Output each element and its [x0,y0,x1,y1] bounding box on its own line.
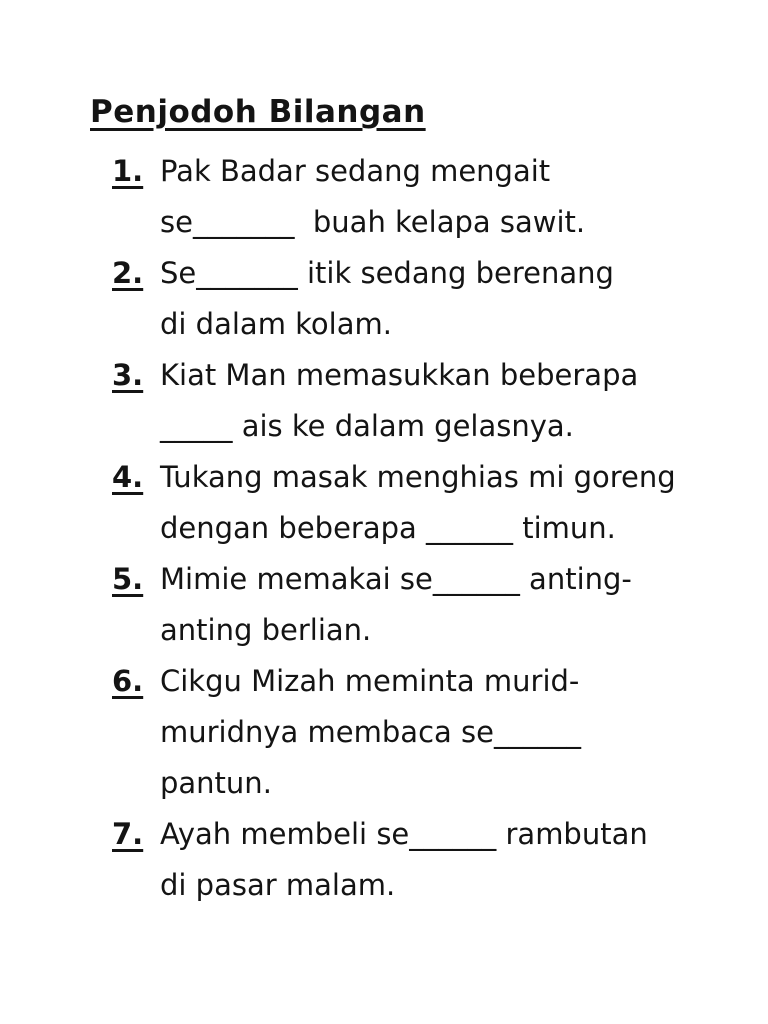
item-line: _____ ais ke dalam gelasnya. [160,409,574,443]
item-line: di dalam kolam. [160,307,392,341]
item-line: Tukang masak menghias mi goreng [160,460,676,494]
item-number: 3. [112,358,144,392]
item-line: Pak Badar sedang mengait [160,154,551,188]
item-line: Ayah membeli se______ rambutan [160,817,648,851]
item-line: dengan beberapa ______ timun. [160,511,616,545]
worksheet-item [0,146,768,248]
item-number: 7. [112,817,144,851]
item-line: anting berlian. [160,613,372,647]
worksheet-item [0,656,768,809]
item-line: Cikgu Mizah meminta murid- [160,664,580,698]
item-line: muridnya membaca se______ [160,715,581,749]
item-number: 5. [112,562,144,596]
item-number: 4. [112,460,144,494]
page-title: Penjodoh Bilangan [90,94,426,130]
worksheet-item [0,452,768,554]
item-line: pantun. [160,766,272,800]
item-line: Se_______ itik sedang berenang [160,256,614,290]
item-line: se_______ buah kelapa sawit. [160,205,586,239]
item-line: Mimie memakai se______ anting- [160,562,632,596]
item-line: Kiat Man memasukkan beberapa [160,358,639,392]
worksheet-item [0,350,768,452]
item-number: 6. [112,664,144,698]
item-number: 2. [112,256,144,290]
worksheet-item [0,248,768,350]
worksheet-item [0,554,768,656]
item-number: 1. [112,154,144,188]
worksheet-item [0,809,768,911]
item-line: di pasar malam. [160,868,396,902]
